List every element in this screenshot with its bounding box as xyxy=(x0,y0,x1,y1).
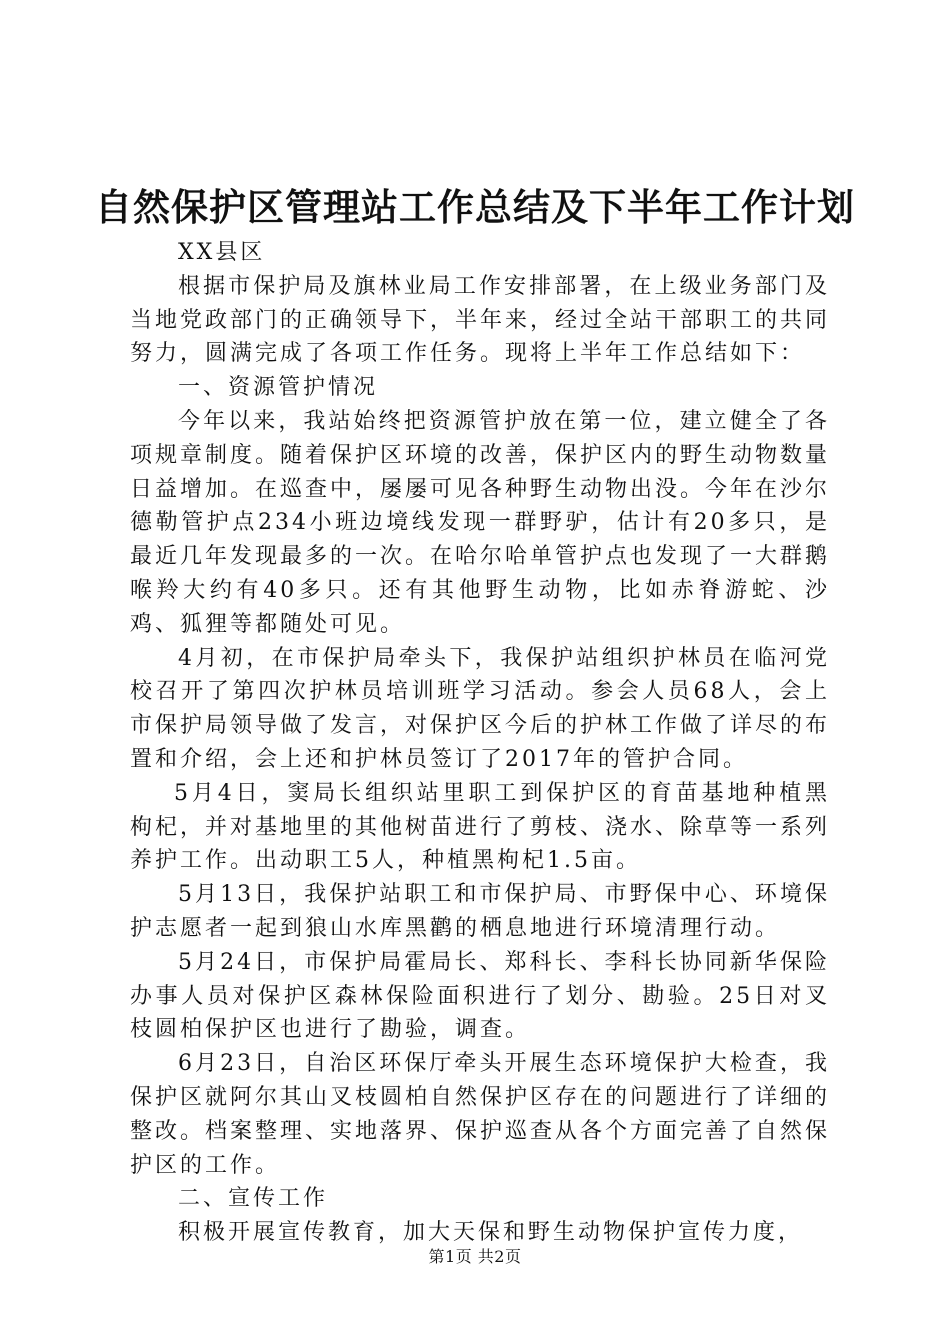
intro-paragraph: 根据市保护局及旗林业局工作安排部署，在上级业务部门及当地党政部门的正确领导下，半年来，经过全站干部职工的共同努力，圆满完成了各项工作任务。现将上半年工作总结如下： xyxy=(130,273,831,367)
paragraph-may-24: 5月24日，市保护局霍局长、郑科长、李科长协同新华保险办事人员对保护区森林保险面积进行了划分、勘验。25日对叉枝圆柏保护区也进行了勘验，调查。 xyxy=(130,949,830,1043)
document-body xyxy=(130,236,830,1250)
region-line: XX县区 xyxy=(178,240,266,265)
paragraph-may-13: 5月13日，我保护站职工和市保护局、市野保中心、环境保护志愿者一起到狼山水库黑鹳的栖息地进行环境清理行动。 xyxy=(130,882,830,941)
paragraph-june-23: 6月23日，自治区环保厅牵头开展生态环境保护大检查，我保护区就阿尔其山叉枝圆柏自然保护区存在的问题进行了详细的整改。档案整理、实地落界、保护巡查从各个方面完善了自然保护区的工作。 xyxy=(130,1051,831,1178)
paragraph-publicity: 积极开展宣传教育，加大天保和野生动物保护宣传力度， xyxy=(178,1220,804,1246)
section-heading-publicity: 二、宣传工作 xyxy=(178,1186,329,1212)
paragraph-may-4: 5月4日，窦局长组织站里职工到保护区的育苗基地种植黑枸杞，并对基地里的其他树苗进行了剪枝、浇水、除草等一系列养护工作。出动职工5人，种植黑枸杞1.5亩。 xyxy=(130,780,831,874)
section-heading-resource-management: 一、资源管护情况 xyxy=(178,375,379,401)
paragraph-resource-overview: 今年以来，我站始终把资源管护放在第一位，建立健全了各项规章制度。随着保护区环境的改善，保护区内的野生动物数量日益增加。在巡查中，屡屡可见各种野生动物出没。今年在沙尔德勒管护点234小班边境线发现一群野驴，估计有20多只，是最近几年发现最多的一次。在哈尔哈单管护点也发现了一大群鹅喉羚大约有40多只。还有其他野生动物，比如赤脊游蛇、沙鸡、狐狸等都随处可见。 xyxy=(130,408,831,637)
page-footer: 第1页 共2页 xyxy=(428,1247,522,1266)
paragraph-april-training: 4月初，在市保护局牵头下，我保护站组织护林员在临河党校召开了第四次护林员培训班学习活动。参会人员68人，会上市保护局领导做了发言，对保护区今后的护林工作做了详尽的布置和介绍，会上还和护林员签订了2017年的管护合同。 xyxy=(130,645,831,772)
document-title: 自然保护区管理站工作总结及下半年工作计划 xyxy=(95,186,855,229)
